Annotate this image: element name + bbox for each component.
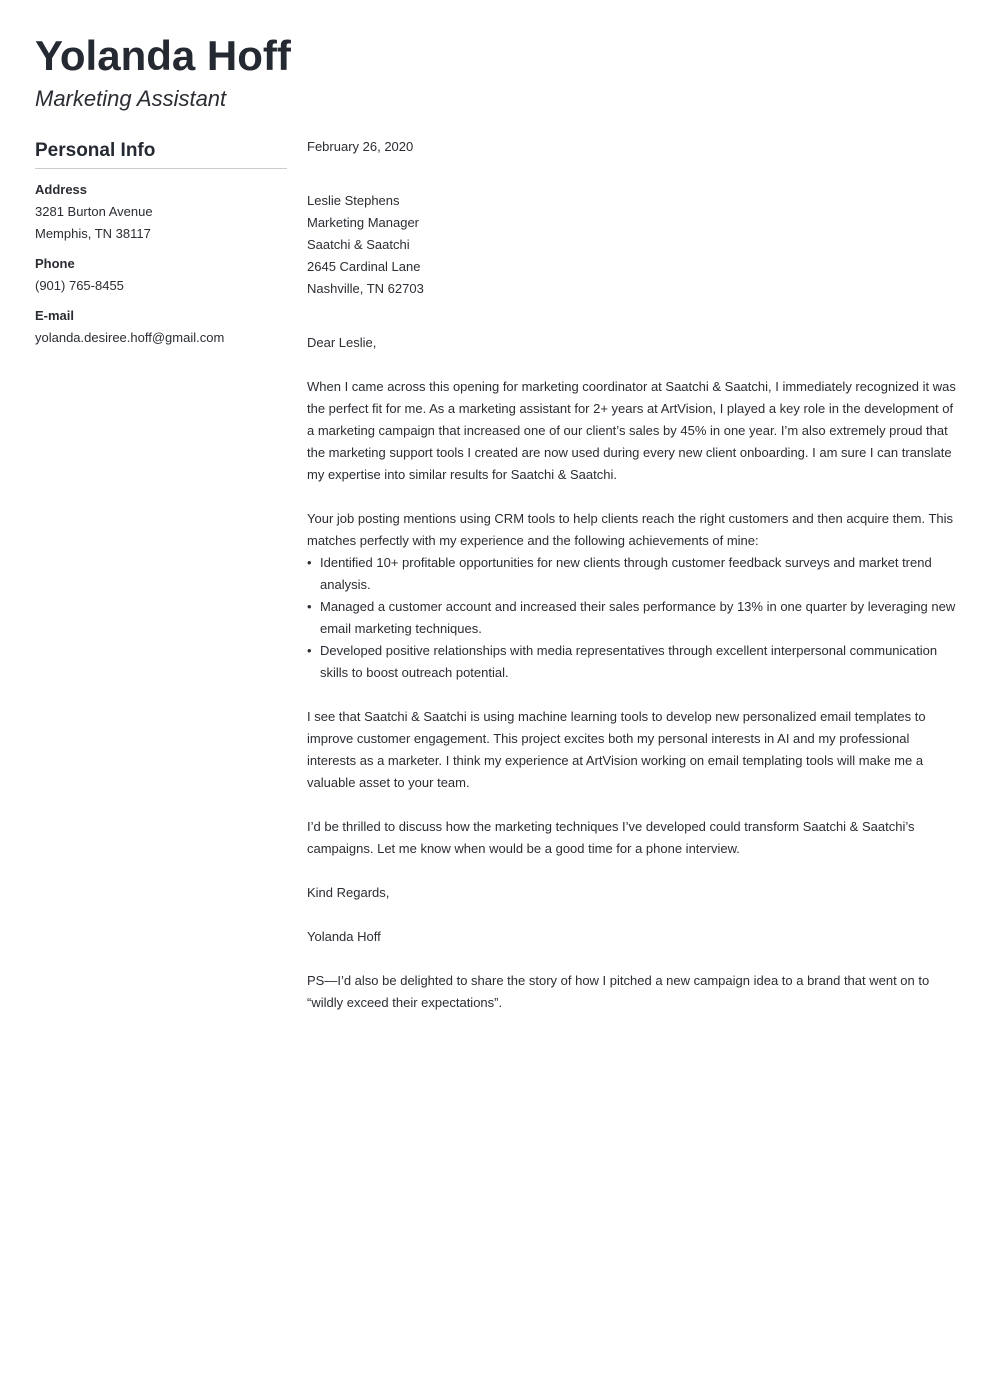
phone-value: (901) 765-8455 <box>35 278 124 293</box>
letter-date: February 26, 2020 <box>307 139 414 154</box>
personal-info-heading: Personal Info <box>35 138 287 169</box>
recipient-city: Nashville, TN 62703 <box>307 281 424 296</box>
achievement-item: • Managed a customer account and increased their sales performance by 13% in one quarter by leveraging new email marketing techniques. <box>307 596 957 640</box>
address-label: Address <box>35 182 88 197</box>
postscript: PS—I’d also be delighted to share the story of how I pitched a new campaign idea to a brand that went on to “wildly exceed their expectations”. <box>307 973 930 1010</box>
achievement-item: • Developed positive relationships with media representatives through excellent interpersonal communication skills to boost outreach potential. <box>307 640 957 684</box>
paragraph-4: I’d be thrilled to discuss how the marketing techniques I’ve developed could transform Saatchi & Saatchi’s campaigns. Let me know when would be a good time for a phone interview. <box>307 819 915 856</box>
email-value: yolanda.desiree.hoff@gmail.com <box>35 330 225 345</box>
job-title: Marketing Assistant <box>35 86 227 111</box>
paragraph-2: Your job posting mentions using CRM tools to help clients reach the right customers and then acquire them. This matches perfectly with my experience and the following achievements of mine: <box>307 511 954 548</box>
paragraph-1: When I came across this opening for marketing coordinator at Saatchi & Saatchi, I immediately recognized it was the perfect fit for me. As a marketing assistant for 2+ years at ArtVision, I played a key role in the development of a marketing campaign that increased one of our client’s sales by 45% in one year. I’m also extremely proud that the marketing support tools I created are now used during every new client onboarding. I am sure I can translate my expertise into similar results for Saatchi & Saatchi. <box>307 379 956 482</box>
personal-info-sidebar <box>35 138 287 349</box>
salutation: Dear Leslie, <box>307 335 377 350</box>
achievements-list <box>307 552 957 684</box>
recipient-block <box>307 190 957 300</box>
address-line-2: Memphis, TN 38117 <box>35 226 151 241</box>
letter-body <box>307 136 957 1014</box>
recipient-street: 2645 Cardinal Lane <box>307 259 421 274</box>
achievement-item: • Identified 10+ profitable opportunities for new clients through customer feedback surveys and market trend analysis. <box>307 552 957 596</box>
closing: Kind Regards, <box>307 885 390 900</box>
recipient-company: Saatchi & Saatchi <box>307 237 410 252</box>
paragraph-3: I see that Saatchi & Saatchi is using machine learning tools to develop new personalized email templates to improve customer engagement. This project excites both my personal interests in AI and my professional interests as a marketer. I think my experience at ArtVision working on email templating tools will make me a valuable asset to your team. <box>307 709 926 790</box>
email-label: E-mail <box>35 308 75 323</box>
phone-label: Phone <box>35 256 75 271</box>
address-line-1: 3281 Burton Avenue <box>35 204 153 219</box>
recipient-title: Marketing Manager <box>307 215 419 230</box>
recipient-name: Leslie Stephens <box>307 193 400 208</box>
applicant-name: Yolanda Hoff <box>35 32 291 79</box>
signature: Yolanda Hoff <box>307 929 381 944</box>
